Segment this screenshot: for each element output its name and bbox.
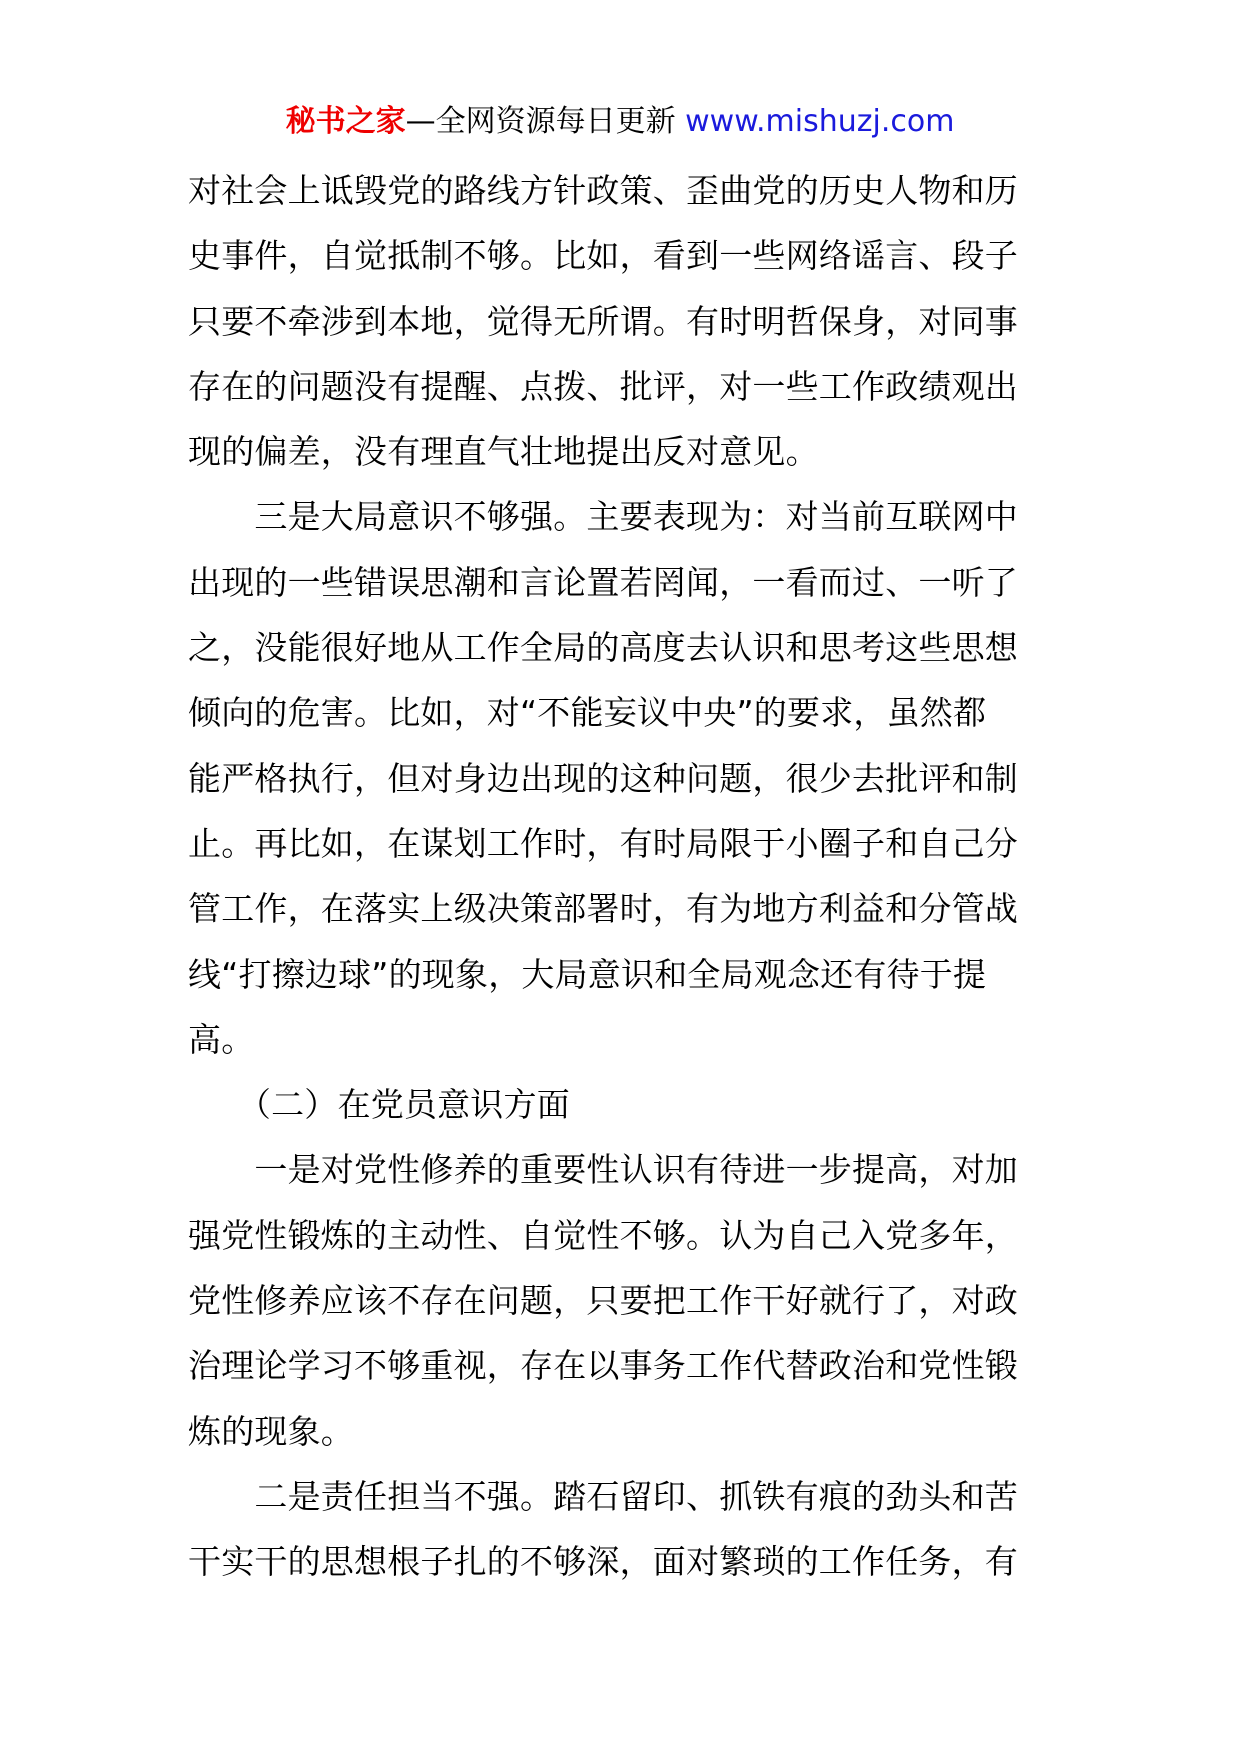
text-line: 史事件，自觉抵制不够。比如，看到一些网络谣言、段子 — [188, 236, 1018, 276]
text-line: 党性修养应该不存在问题，只要把工作干好就行了，对政 — [188, 1281, 1018, 1321]
header-slogan: —全网资源每日更新 — [405, 104, 686, 139]
section-heading: （二）在党员意识方面 — [188, 1085, 570, 1125]
document-body — [188, 158, 1054, 1595]
text-line: 存在的问题没有提醒、点拨、批评，对一些工作政绩观出 — [188, 366, 1018, 406]
page-header — [0, 100, 1240, 144]
text-line: 高。 — [188, 1019, 255, 1059]
text-line: 干实干的思想根子扎的不够深，面对繁琐的工作任务，有 — [188, 1542, 1018, 1582]
text-line: 出现的一些错误思潮和言论置若罔闻，一看而过、一听了 — [188, 562, 1018, 602]
text-line: 能严格执行，但对身边出现的这种问题，很少去批评和制 — [188, 758, 1018, 798]
text-line: 倾向的危害。比如，对“不能妄议中央”的要求，虽然都 — [188, 693, 987, 733]
text-line: 治理论学习不够重视，存在以事务工作代替政治和党性锻 — [188, 1346, 1018, 1386]
text-line: 线“打擦边球”的现象，大局意识和全局观念还有待于提 — [188, 954, 987, 994]
text-line: 止。再比如，在谋划工作时，有时局限于小圈子和自己分 — [188, 823, 1018, 863]
website-url[interactable]: www.mishuzj.com — [685, 104, 955, 139]
text-line: 之，没能很好地从工作全局的高度去认识和思考这些思想 — [188, 628, 1018, 668]
text-line: 三是大局意识不够强。主要表现为：对当前互联网中 — [188, 497, 1018, 537]
text-line: 只要不牵涉到本地，觉得无所谓。有时明哲保身，对同事 — [188, 301, 1018, 341]
text-line: 一是对党性修养的重要性认识有待进一步提高，对加 — [188, 1150, 1018, 1190]
text-line: 二是责任担当不强。踏石留印、抓铁有痕的劲头和苦 — [188, 1476, 1018, 1516]
text-line: 现的偏差，没有理直气壮地提出反对意见。 — [188, 432, 819, 472]
text-line: 炼的现象。 — [188, 1411, 354, 1451]
text-line: 强党性锻炼的主动性、自觉性不够。认为自己入党多年， — [188, 1215, 1018, 1255]
text-line: 对社会上诋毁党的路线方针政策、歪曲党的历史人物和历 — [188, 171, 1018, 210]
brand-name: 秘书之家 — [285, 104, 406, 139]
text-line: 管工作，在落实上级决策部署时，有为地方利益和分管战 — [188, 889, 1018, 929]
